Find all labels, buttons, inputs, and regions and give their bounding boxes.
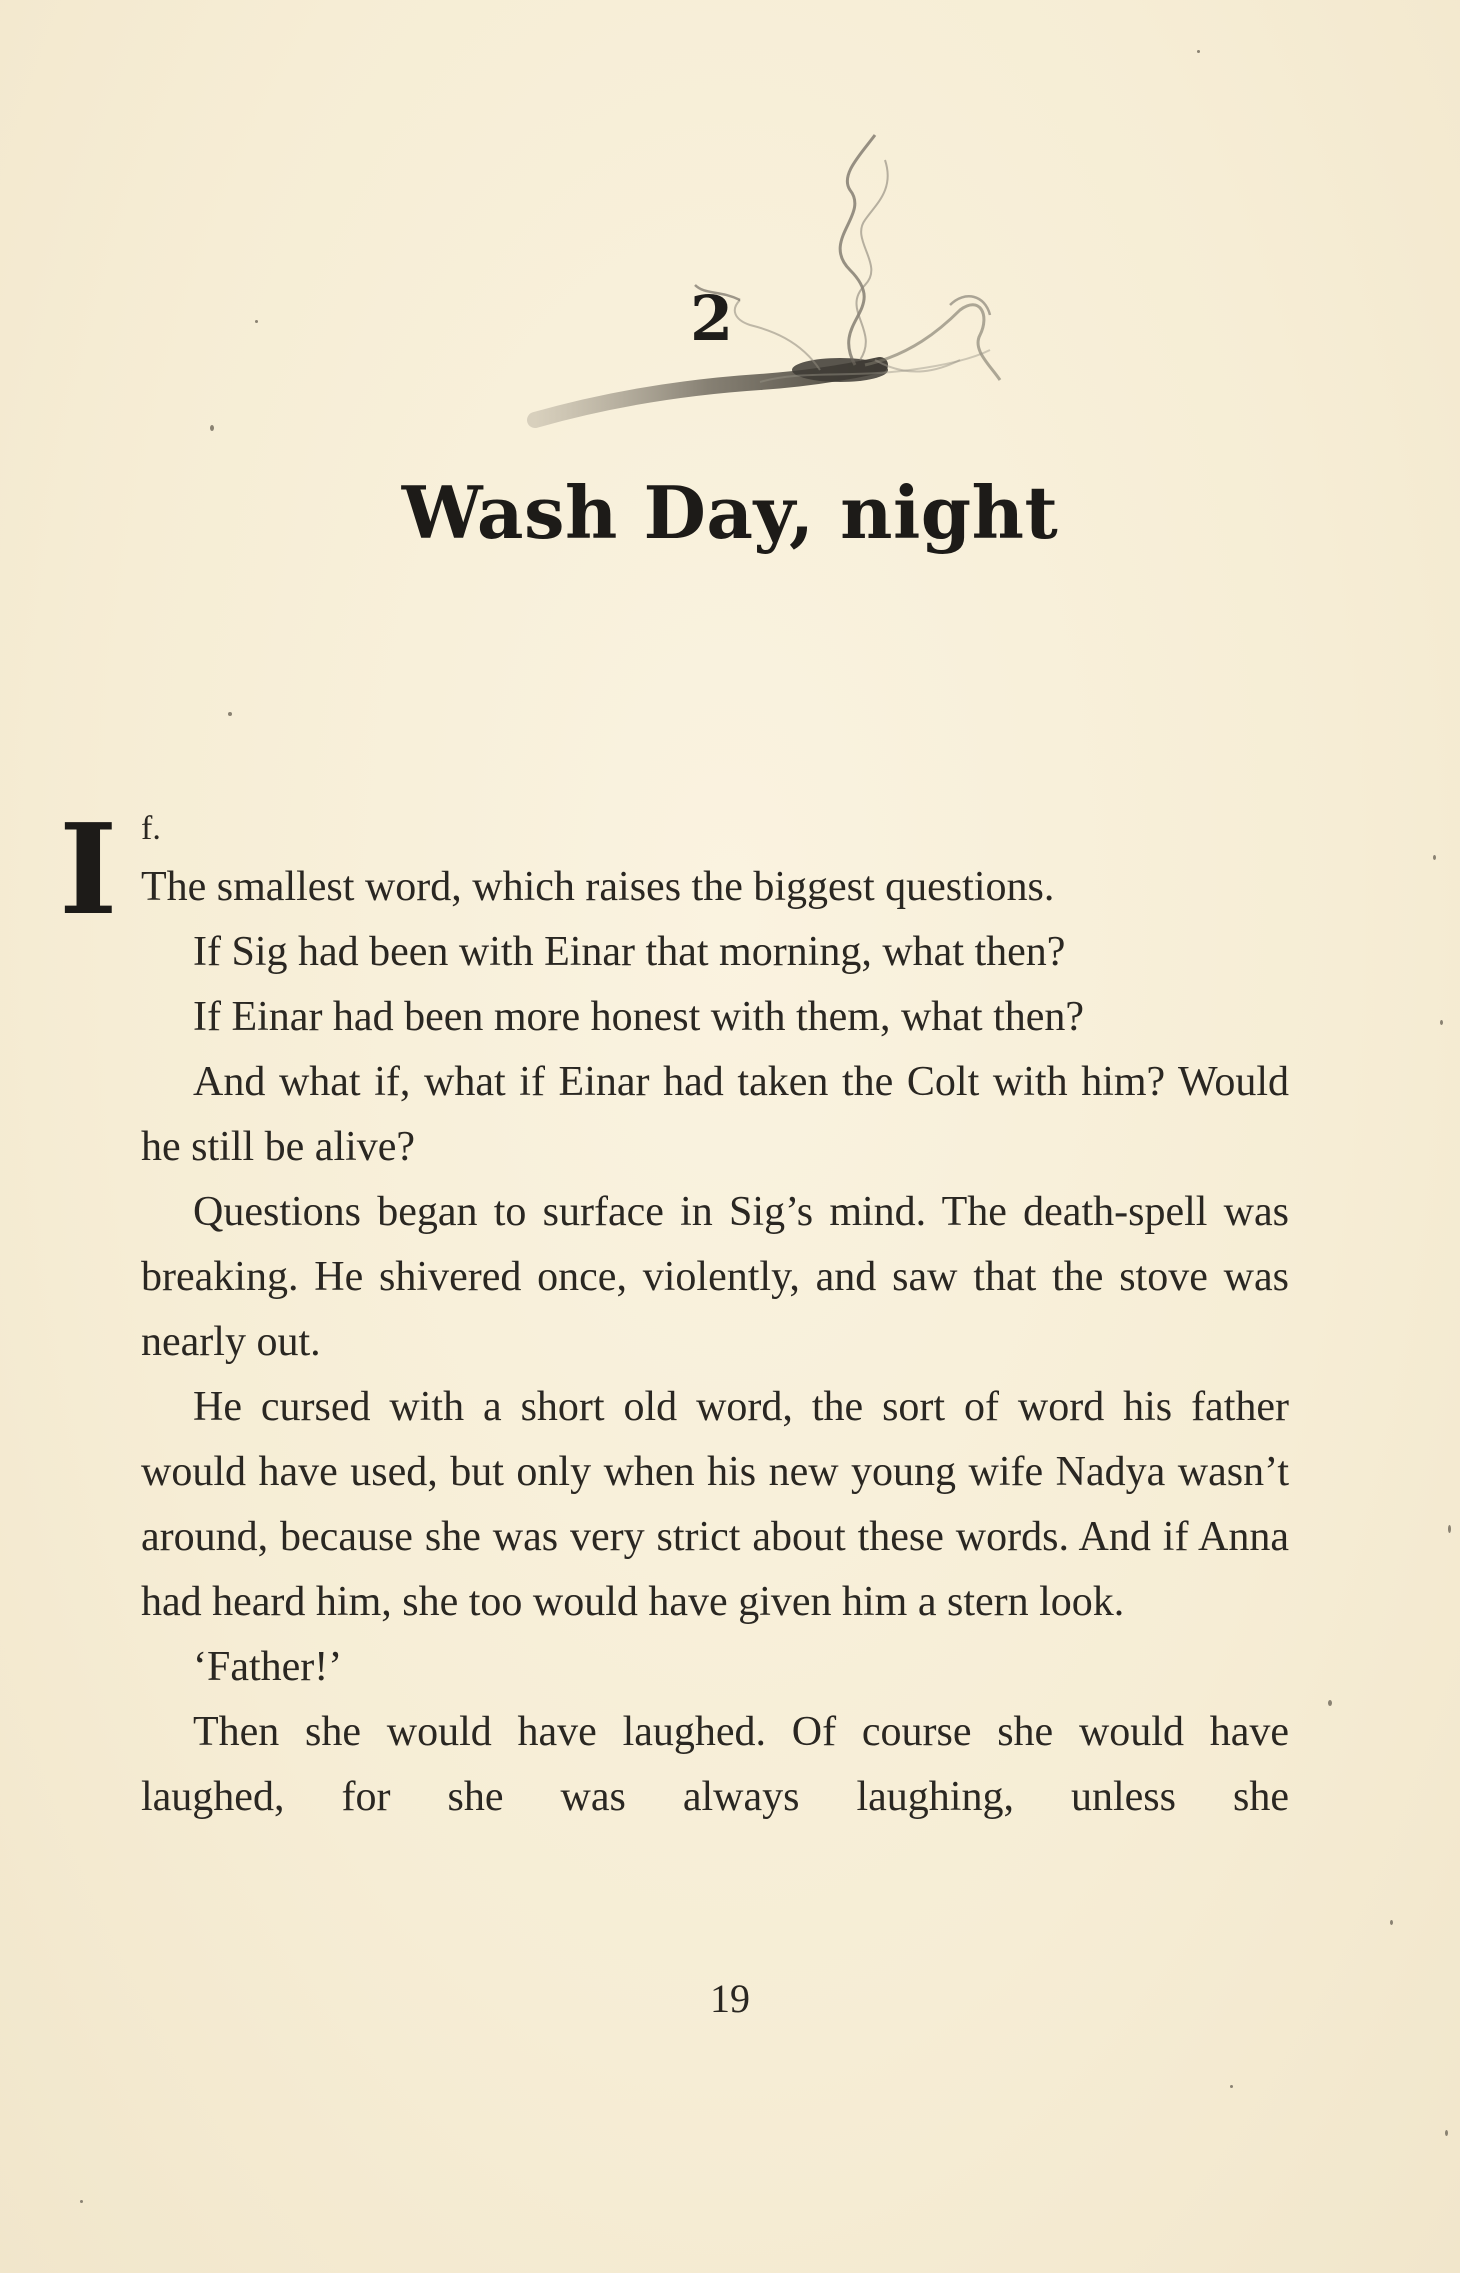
paragraph-3: If Einar had been more honest with them, what then? <box>193 994 1085 1040</box>
paper-speck <box>255 320 258 323</box>
paragraph-4: And what if, what if Einar had taken the Colt with him? Would he still be alive? <box>141 1059 1289 1170</box>
paragraph-1 <box>59 797 1289 943</box>
drop-cap: I <box>59 797 118 943</box>
chapter-number: 2 <box>690 282 734 355</box>
paper-speck <box>210 425 214 431</box>
paper-speck <box>228 712 232 716</box>
page-number: 19 <box>710 1976 750 2021</box>
paper-speck <box>1390 1920 1393 1925</box>
paper-speck <box>1230 2085 1233 2088</box>
paper-speck <box>1197 50 1200 53</box>
paragraph-7: ‘Father!’ <box>193 1644 343 1690</box>
paragraph-8: Then she would have laughed. Of course she would have laughed, for she was always laughing, unless she <box>141 1709 1289 1820</box>
drop-cap-word-rest: f. <box>141 810 161 847</box>
chapter-title: Wash Day, night <box>401 470 1059 555</box>
paper-speck <box>1445 2130 1448 2136</box>
paper-speck <box>1440 1020 1443 1025</box>
paper-speck <box>1328 1700 1332 1706</box>
chapter-body <box>59 797 1289 1830</box>
paper-speck <box>1448 1525 1451 1533</box>
smoking-match-icon <box>520 120 1020 450</box>
paragraph-1-text: The smallest word, which raises the biggest questions. <box>141 864 1055 910</box>
paragraph-5: Questions began to surface in Sig’s mind. The death-spell was breaking. He shivered once, violently, and saw that the stove was nearly out. <box>141 1189 1289 1365</box>
paper-speck <box>80 2200 83 2203</box>
paragraph-2: If Sig had been with Einar that morning, what then? <box>193 929 1066 975</box>
paper-speck <box>1433 855 1436 860</box>
paragraph-6: He cursed with a short old word, the sort of word his father would have used, but only when his new young wife Nadya wasn’t around, because she was very strict about these words. And if Anna had heard him, she too would have given him a stern look. <box>141 1384 1289 1625</box>
